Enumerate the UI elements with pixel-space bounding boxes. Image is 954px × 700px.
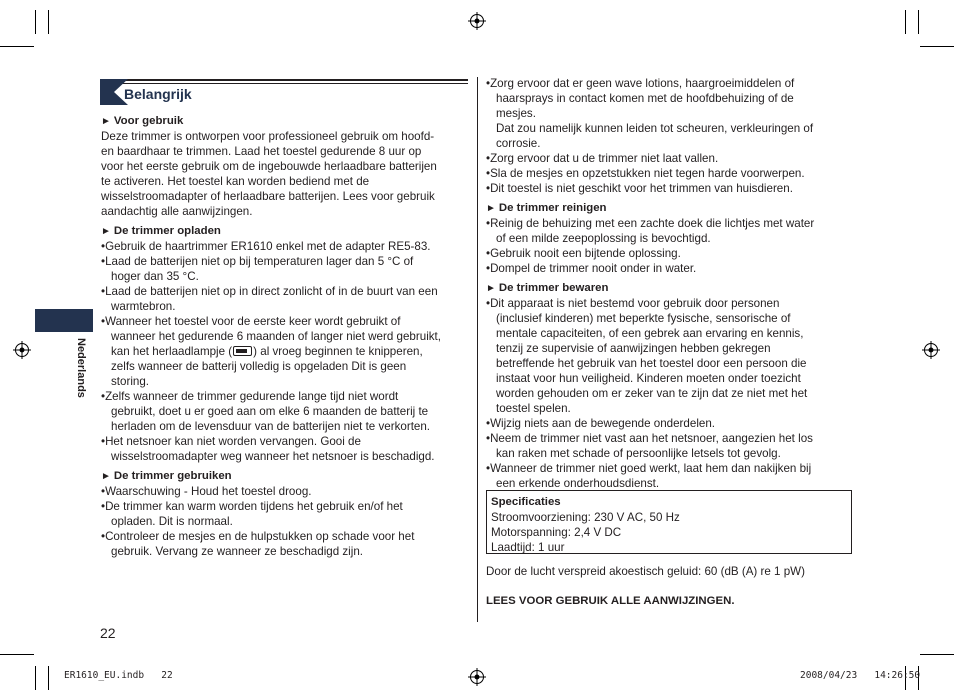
spec-line: Stroomvoorziening: 230 V AC, 50 Hz — [491, 511, 680, 524]
crop-mark — [920, 654, 954, 655]
bullet-line: •Het netsnoer kan niet worden vervangen. Gooi de — [101, 435, 361, 448]
bullet-line: •Dit toestel is niet geschikt voor het trimmen van huisdieren. — [486, 182, 793, 195]
triangle-bullet-icon: ► — [101, 471, 111, 482]
spec-line: Laadtijd: 1 uur — [491, 541, 565, 554]
bullet-cont: hoger dan 35 °C. — [111, 270, 199, 283]
bullet-cont: (inclusief kinderen) met beperkte fysische, sensorische of — [496, 312, 791, 325]
language-tab — [35, 309, 93, 332]
bullet-line: •De trimmer kan warm worden tijdens het gebruik en/of het — [101, 500, 403, 513]
section-heading: ► De trimmer gebruiken — [101, 470, 232, 482]
paragraph-line: voor het eerste gebruik om de ingebouwde herlaadbare batterijen — [101, 160, 437, 173]
bullet-line: •Controleer de mesjes en de hulpstukken op schade voor het — [101, 530, 415, 543]
right-column — [486, 76, 856, 491]
bullet-line: •Laad de batterijen niet op bij temperaturen lager dan 5 °C of — [101, 255, 414, 268]
triangle-bullet-icon: ► — [101, 226, 111, 237]
crop-mark — [905, 10, 906, 34]
registration-mark-icon — [13, 341, 31, 359]
bullet-line: •Wanneer de trimmer niet goed werkt, laat hem dan nakijken bij — [486, 462, 812, 475]
bullet-line: •Zorg ervoor dat u de trimmer niet laat vallen. — [486, 152, 719, 165]
column-divider — [477, 77, 478, 622]
bullet-line: •Waarschuwing - Houd het toestel droog. — [101, 485, 312, 498]
crop-mark — [35, 666, 36, 690]
battery-icon — [233, 346, 252, 356]
bullet-line: •Laad de batterijen niet op in direct zonlicht of in de buurt van een — [101, 285, 438, 298]
crop-mark — [48, 666, 49, 690]
bullet-cont: kan raken met schade of persoonlijke letsels tot gevolg. — [496, 447, 781, 460]
registration-mark-icon — [468, 668, 486, 686]
bullet-cont: Dat zou namelijk kunnen leiden tot scheuren, verkleuringen of — [496, 122, 814, 135]
bullet-line: •Dompel de trimmer nooit onder in water. — [486, 262, 697, 275]
crop-mark — [0, 654, 34, 655]
registration-mark-icon — [468, 12, 486, 30]
bullet-cont: worden gehouden om er zeker van te zijn dat ze niet met het — [496, 387, 808, 400]
section-heading: ► De trimmer bewaren — [486, 282, 609, 294]
bullet-cont: herladen om de levensduur van de batterijen niet te verkorten. — [111, 420, 431, 433]
header-rule — [100, 83, 468, 84]
bullet-line: •Sla de mesjes en opzetstukken niet tegen harde voorwerpen. — [486, 167, 805, 180]
timestamp-slug: 2008/04/23 14:26:50 — [800, 670, 921, 681]
noise-statement: Door de lucht verspreid akoestisch geluid: 60 (dB (A) re 1 pW) — [486, 565, 805, 578]
bullet-line: •Wanneer het toestel voor de eerste keer wordt gebruikt of — [101, 315, 401, 328]
specifications-title: Specificaties — [491, 496, 561, 508]
section-heading: ► De trimmer opladen — [101, 225, 221, 237]
bullet-cont: gebruik. Vervang ze wanneer ze beschadigd zijn. — [111, 545, 363, 558]
bullet-cont: mesjes. — [496, 107, 536, 120]
section-heading: ► Voor gebruik — [101, 115, 184, 127]
section-heading: ► De trimmer reinigen — [486, 202, 607, 214]
header-rule — [100, 79, 468, 81]
crop-mark — [48, 10, 49, 34]
final-instruction: LEES VOOR GEBRUIK ALLE AANWIJZINGEN. — [486, 595, 735, 607]
triangle-bullet-icon: ► — [101, 116, 111, 127]
bullet-cont: of een milde zeepoplossing is bevochtigd. — [496, 232, 711, 245]
paragraph-line: te activeren. Het toestel kan worden bediend met de — [101, 175, 370, 188]
crop-mark — [35, 10, 36, 34]
page-title: Belangrijk — [124, 86, 192, 102]
crop-mark — [918, 10, 919, 34]
bullet-cont: kan het herlaadlampje ( ) al vroeg beginnen te knipperen, — [111, 345, 423, 358]
paragraph-line: en baardhaar te trimmen. Laad het toestel gedurende 8 uur op — [101, 145, 422, 158]
bullet-line: •Neem de trimmer niet vast aan het netsnoer, aangezien het los — [486, 432, 813, 445]
bullet-cont: wanneer het gedurende 6 maanden of langer niet werd gebruikt, — [111, 330, 442, 343]
crop-mark — [920, 46, 954, 47]
bullet-cont: warmtebron. — [111, 300, 176, 313]
specifications-box — [486, 490, 852, 554]
bullet-cont: betreffende het gebruik van het toestel door een persoon die — [496, 357, 807, 370]
bullet-cont: gebruikt, doet u er goed aan om elke 6 maanden de batterij te — [111, 405, 429, 418]
bullet-cont: een erkende onderhoudsdienst. — [496, 477, 660, 490]
triangle-bullet-icon: ► — [486, 203, 496, 214]
left-column — [101, 114, 469, 559]
bullet-cont: storing. — [111, 375, 150, 388]
bullet-line: •Wijzig niets aan de bewegende onderdelen. — [486, 417, 716, 430]
page-number: 22 — [100, 625, 116, 641]
bullet-line: •Dit apparaat is niet bestemd voor gebruik door personen — [486, 297, 780, 310]
crop-mark — [0, 46, 34, 47]
bullet-line: •Gebruik nooit een bijtende oplossing. — [486, 247, 681, 260]
bullet-line: •Zelfs wanneer de trimmer gedurende lange tijd niet wordt — [101, 390, 399, 403]
bullet-cont: toestel spelen. — [496, 402, 571, 415]
paragraph-line: wisselstroomadapter of herlaadbare batterijen. Lees voor gebruik — [101, 190, 435, 203]
bullet-cont: tenzij ze supervisie of aanwijzingen hebben gekregen — [496, 342, 771, 355]
registration-mark-icon — [922, 341, 940, 359]
language-label: Nederlands — [75, 338, 87, 398]
bullet-cont: mentale capaciteiten, of een gebrek aan ervaring en kennis, — [496, 327, 804, 340]
bullet-line: •Zorg ervoor dat er geen wave lotions, haargroeimiddelen of — [486, 77, 795, 90]
file-slug: ER1610_EU.indb 22 — [64, 670, 173, 681]
spec-line: Motorspanning: 2,4 V DC — [491, 526, 622, 539]
bullet-cont: opladen. Dit is normaal. — [111, 515, 233, 528]
bullet-cont: zelfs wanneer de batterij volledig is opgeladen Dit is geen — [111, 360, 407, 373]
bullet-cont: corrosie. — [496, 137, 541, 150]
paragraph-line: aandachtig alle aanwijzingen. — [101, 205, 253, 218]
bullet-line: •Gebruik de haartrimmer ER1610 enkel met de adapter RE5-83. — [101, 240, 431, 253]
paragraph-line: Deze trimmer is ontworpen voor professioneel gebruik om hoofd- — [101, 130, 435, 143]
bullet-cont: haarsprays in contact komen met de hoofdbehuizing of de — [496, 92, 794, 105]
triangle-bullet-icon: ► — [486, 283, 496, 294]
bullet-line: •Reinig de behuizing met een zachte doek die lichtjes met water — [486, 217, 815, 230]
bullet-cont: instaat voor hun veiligheid. Kinderen moeten onder toezicht — [496, 372, 801, 385]
bullet-cont: wisselstroomadapter weg wanneer het netsnoer is beschadigd. — [111, 450, 435, 463]
